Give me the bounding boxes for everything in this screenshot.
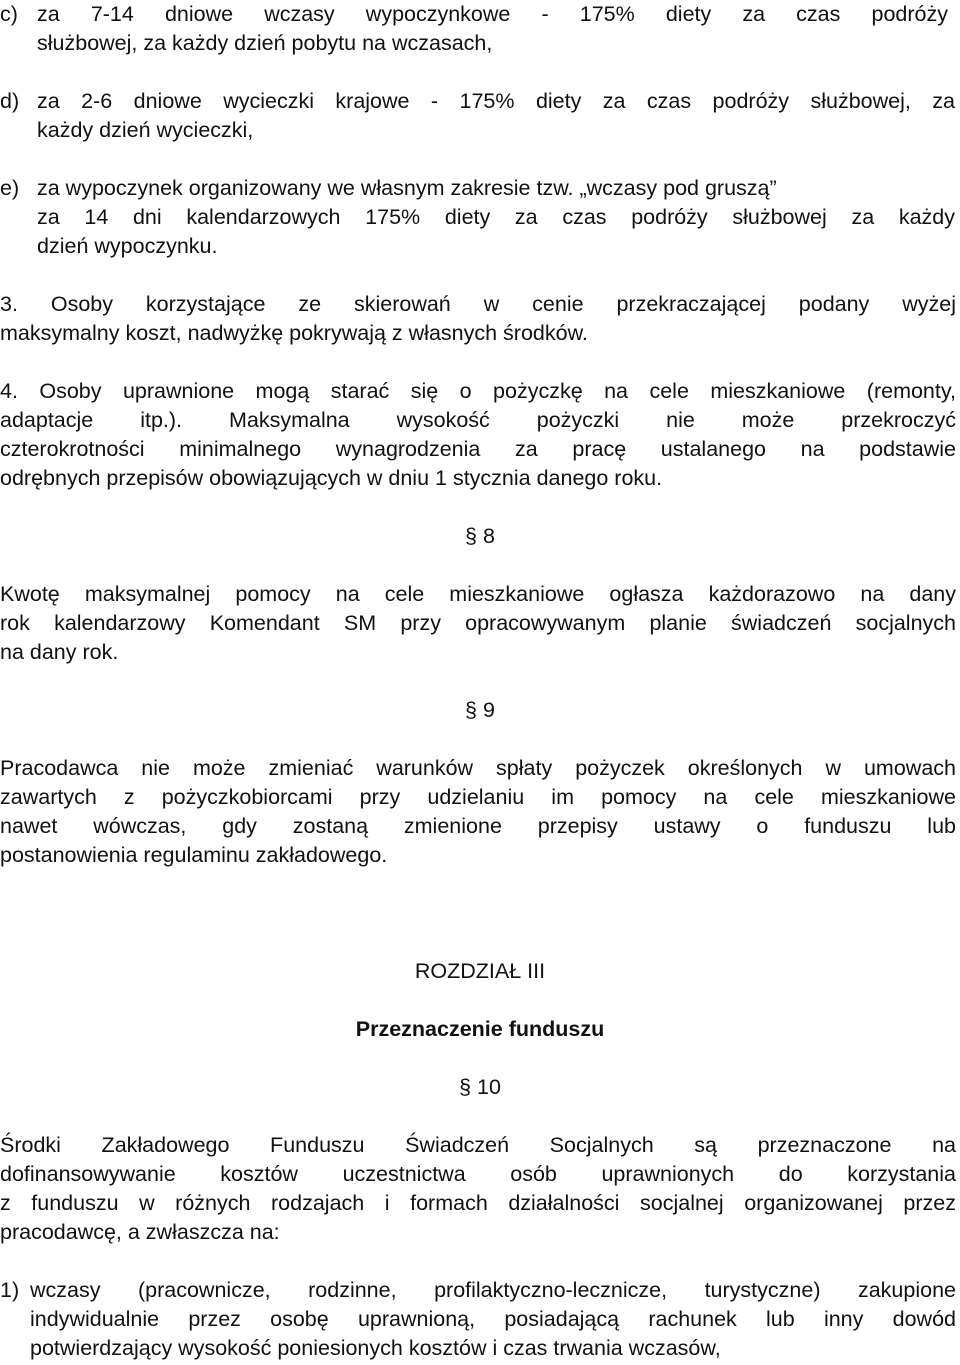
text-line: potwierdzający wysokość poniesionych kosztów i czas trwania wczasów,	[30, 1336, 721, 1360]
list-label: e)	[0, 176, 20, 200]
text-line: za 7-14 dniowe wczasy wypoczynkowe - 175% diety za czas podróży	[37, 2, 948, 26]
text-line: Pracodawca nie może zmieniać warunków spłaty pożyczek określonych w umowach	[0, 756, 956, 780]
section-heading-9: § 9	[465, 698, 495, 722]
text-line: Kwotę maksymalnej pomocy na cele mieszkaniowe ogłasza każdorazowo na dany	[0, 582, 956, 606]
chapter-subtitle: Przeznaczenie funduszu	[355, 1017, 605, 1041]
text-line: wczasy (pracownicze, rodzinne, profilaktyczno-lecznicze, turystyczne) zakupione	[30, 1278, 956, 1302]
list-label: d)	[0, 89, 20, 113]
text-line: maksymalny koszt, nadwyżkę pokrywają z własnych środków.	[0, 321, 588, 345]
list-label: 1)	[0, 1278, 20, 1302]
text-line: rok kalendarzowy Komendant SM przy opracowywanym planie świadczeń socjalnych	[0, 611, 956, 635]
text-line: dofinansowywanie kosztów uczestnictwa osób uprawnionych do korzystania	[0, 1162, 956, 1186]
text-line: za wypoczynek organizowany we własnym zakresie tzw. „wczasy pod gruszą”	[37, 176, 777, 200]
text-line: zawartych z pożyczkobiorcami przy udzielaniu im pomocy na cele mieszkaniowe	[0, 785, 956, 809]
list-label: c)	[0, 2, 18, 26]
section-heading-10: § 10	[459, 1075, 501, 1099]
text-line: każdy dzień wycieczki,	[37, 118, 254, 142]
text-line: pracodawcę, a zwłaszcza na:	[0, 1220, 280, 1244]
text-line: odrębnych przepisów obowiązujących w dniu 1 stycznia danego roku.	[0, 466, 663, 490]
text-line: za 2-6 dniowe wycieczki krajowe - 175% diety za czas podróży służbowej, za	[37, 89, 955, 113]
text-line: adaptacje itp.). Maksymalna wysokość pożyczki nie może przekroczyć	[0, 408, 956, 432]
text-line: czterokrotności minimalnego wynagrodzenia za pracę ustalanego na podstawie	[0, 437, 956, 461]
text-line: służbowej, za każdy dzień pobytu na wczasach,	[37, 31, 493, 55]
text-line: nawet wówczas, gdy zostaną zmienione przepisy ustawy o funduszu lub	[0, 814, 956, 838]
text-line: za 14 dni kalendarzowych 175% diety za czas podróży służbowej za każdy	[37, 205, 955, 229]
text-line: 4. Osoby uprawnione mogą starać się o pożyczkę na cele mieszkaniowe (remonty,	[0, 379, 956, 403]
text-line: postanowienia regulaminu zakładowego.	[0, 843, 388, 867]
text-line: indywidualnie przez osobę uprawnioną, posiadającą rachunek lub inny dowód	[30, 1307, 956, 1331]
text-line: Środki Zakładowego Funduszu Świadczeń Socjalnych są przeznaczone na	[0, 1133, 956, 1157]
text-line: na dany rok.	[0, 640, 119, 664]
section-heading-8: § 8	[465, 524, 495, 548]
text-line: z funduszu w różnych rodzajach i formach działalności socjalnej organizowanej przez	[0, 1191, 956, 1215]
text-line: 3. Osoby korzystające ze skierowań w cenie przekraczającej podany wyżej	[0, 292, 956, 316]
text-line: dzień wypoczynku.	[37, 234, 218, 258]
chapter-title: ROZDZIAŁ III	[414, 959, 546, 983]
